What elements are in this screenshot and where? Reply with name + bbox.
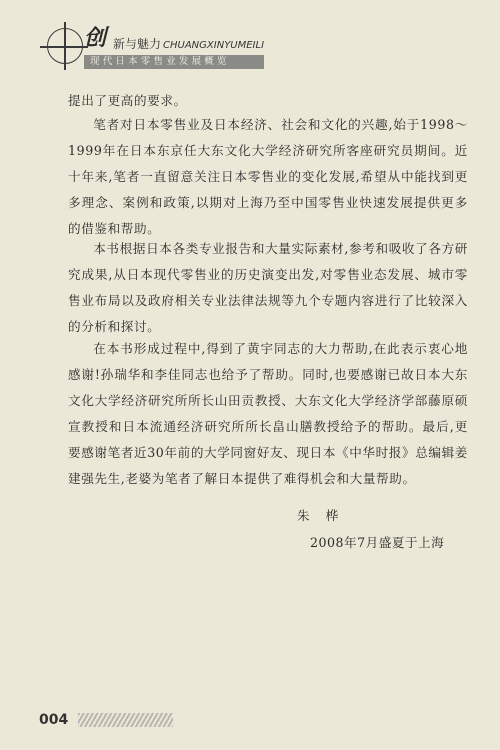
signature-date: 2008年7月盛夏于上海 [310, 535, 445, 550]
paragraph-acknowledgements: 在本书形成过程中,得到了黄宇同志的大力帮助,在此表示衷心地感谢!孙瑞华和李佳同志也给予了帮助。同时,也要感谢已故日本大东文化大学经济研究所所长山田贡教授、大东文化大学经济学部藤原硕宣教授和日本流通经济研究所所长畠山膳教授给予的帮助。最后,更要感谢笔者近30年前的大学同窗好友、现日本《中华时报》总编辑姜建强先生,老婆为笔者了解日本提供了难得机会和大量帮助。 [68, 341, 468, 486]
header-subtitle-band: 现代日本零售业发展概览 [84, 55, 264, 69]
running-header-title [113, 38, 264, 51]
header-pinyin: CHUANGXINYUMEILI [163, 40, 265, 51]
header-crosshair-horizontal [40, 46, 88, 48]
page-number: 004 [39, 712, 69, 728]
paragraph-book-scope: 本书根据日本各类专业报告和大量实际素材,参考和吸收了各方研究成果,从日本现代零售业的历史演变出发,对零售业态发展、城市零售业布局以及政府相关专业法律法规等九个专题内容进行了比较深入的分析和探讨。 [68, 241, 468, 334]
author-signature: 朱 桦 [297, 508, 345, 523]
header-chuang-glyph: 创 [84, 25, 107, 51]
paragraph-author-interest: 笔者对日本零售业及日本经济、社会和文化的兴趣,始于1998～1999年在日本东京任大东文化大学经济研究所客座研究员期间。近十年来,笔者一直留意关注日本零售业的变化发展,希望从中能找到更多理念、案例和政策,以期对上海乃至中国零售业快速发展提供更多的借鉴和帮助。 [68, 117, 468, 236]
paragraph-continuation: 提出了更高的要求。 [68, 93, 187, 108]
footer-hatch-ornament [78, 713, 173, 727]
header-title-text: 新与魅力 [113, 37, 162, 51]
